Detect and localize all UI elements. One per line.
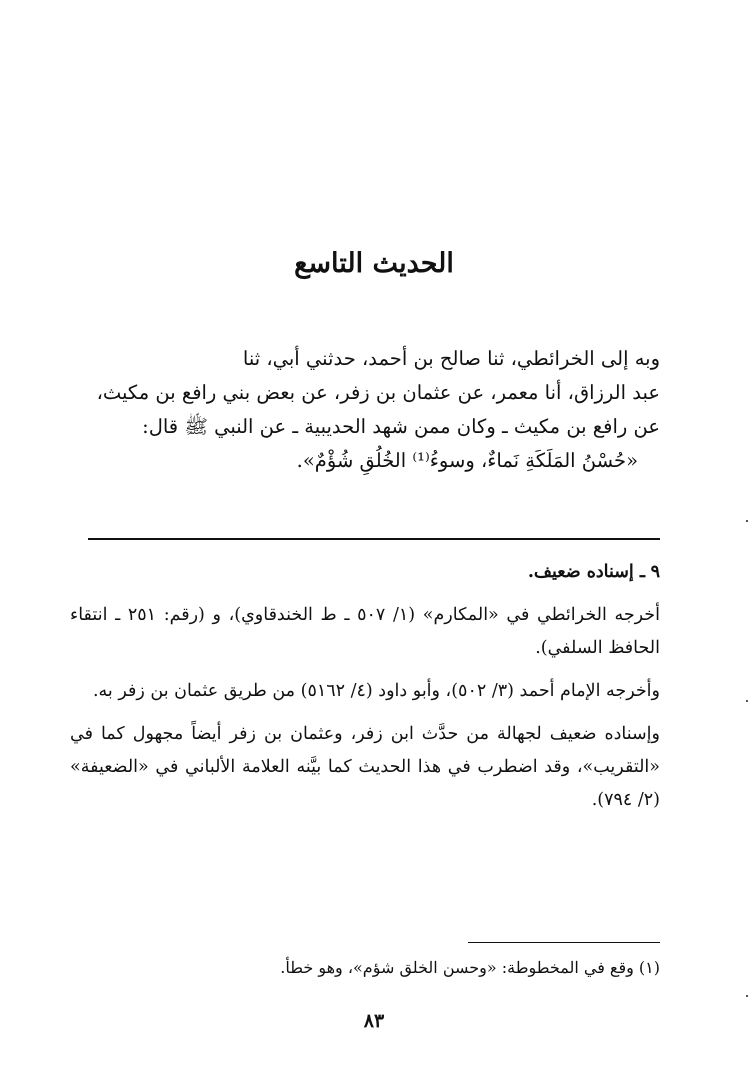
commentary-paragraph: أخرجه الخرائطي في «المكارم» (١/ ٥٠٧ ـ ط الخندقاوي)، و (رقم: ٢٥١ ـ انتقاء الحافظ السلفي). [70, 605, 660, 658]
grade-label: ـ إسناده ضعيف. [527, 562, 646, 582]
hadith-quote: «حُسْنُ المَلَكَةِ نَماءٌ، وسوءُ⁽¹⁾ الخُلُقِ شُؤْمٌ». [296, 449, 638, 472]
hadith-line-2: عبد الرزاق، أنا معمر، عن عثمان بن زفر، عن بعض بني رافع بن مكيث، [96, 381, 660, 404]
section-title: الحديث التاسع [294, 248, 454, 279]
page-number: ٨٣ [363, 1010, 385, 1032]
commentary-paragraph: وإسناده ضعيف لجهالة من حدَّث ابن زفر، وعثمان بن زفر أيضاً مجهول كما في «التقريب»، وقد اضطرب في هذا الحديث كما بيَّنه العلامة الألباني في «الضعيفة» (٢/ ٧٩٤). [70, 724, 660, 810]
separator-rule [88, 538, 660, 540]
hadith-number: ٩ [650, 562, 660, 582]
hadith-line-3: عن رافع بن مكيث ـ وكان ممن شهد الحديبية ـ عن النبي ﷺ قال: [142, 415, 660, 438]
hadith-text [70, 342, 660, 478]
commentary-paragraph: وأخرجه الإمام أحمد (٣/ ٥٠٢)، وأبو داود (٤/ ٥١٦٢) من طريق عثمان بن زفر به. [92, 681, 660, 701]
grade-line [70, 556, 660, 589]
footnote-rule [468, 942, 660, 943]
hadith-line-1: وبه إلى الخرائطي، ثنا صالح بن أحمد، حدثني أبي، ثنا [242, 347, 660, 370]
footnote: (١) وقع في المخطوطة: «وحسن الخلق شؤم»، وهو خطأ. [280, 958, 660, 977]
commentary [70, 556, 660, 827]
